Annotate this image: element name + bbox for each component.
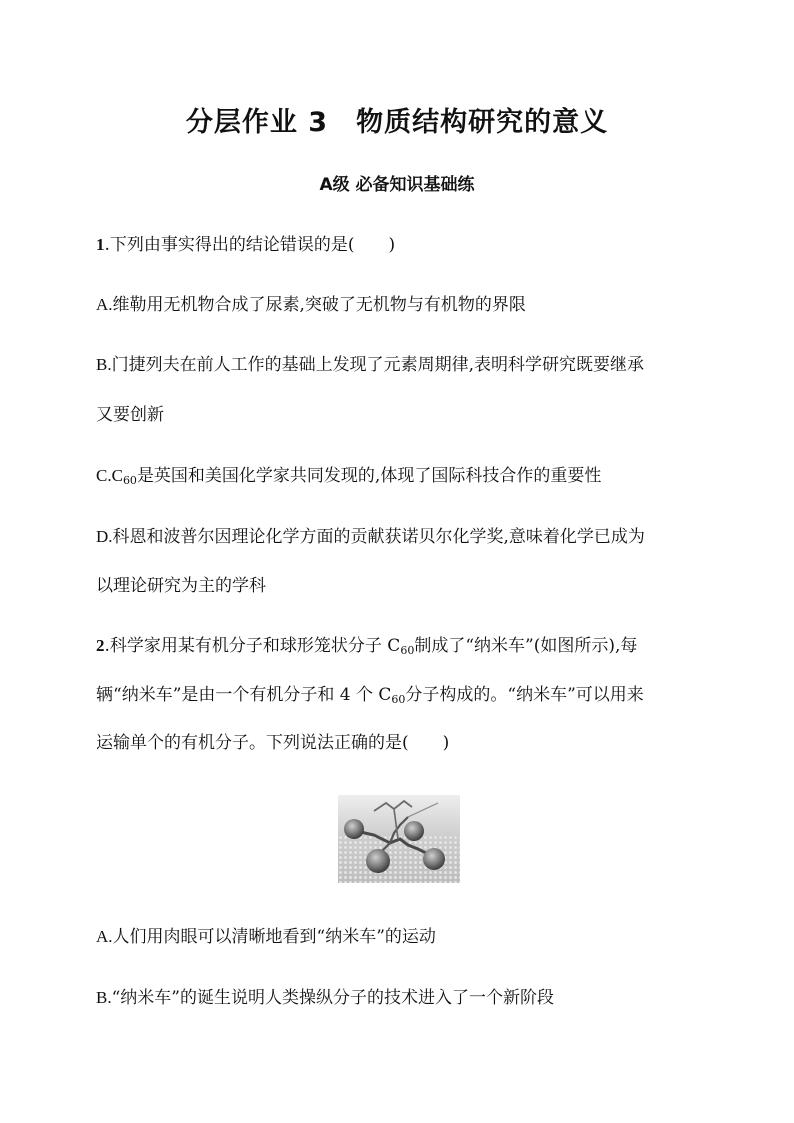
c60-wheel: [344, 819, 364, 839]
c60-wheel: [404, 821, 424, 841]
formula-subscript: 60: [391, 693, 406, 706]
question-1-option-d-continued: 以理论研究为主的学科: [96, 576, 266, 596]
option-label: A.: [96, 295, 113, 314]
question-2-option-a: [96, 926, 436, 948]
page-title: 分层作业 3 物质结构研究的意义: [185, 107, 609, 138]
question-2-stem-line-2: 辆“纳米车”是由一个有机分子和 4 个 $C_{60}$分子构成的。“纳米车”可以用来: [96, 685, 644, 706]
option-label: C.: [96, 466, 112, 485]
option-text: 科恩和波普尔因理论化学方面的贡献获诺贝尔化学奖,意味着化学已成为: [112, 527, 645, 547]
question-2-stem-line-1: 2.科学家用某有机分子和球形笼状分子 $C_{60}$制成了“纳米车”(如图所示),每: [96, 636, 638, 657]
question-1-number: 1: [96, 235, 105, 254]
formula-subscript: 60: [400, 644, 415, 657]
formula-subscript: 60: [122, 474, 137, 487]
question-2-number: 2: [96, 636, 105, 655]
option-label: A.: [96, 927, 113, 946]
question-1-option-b: [96, 354, 644, 376]
c60-wheel: [366, 849, 390, 873]
option-text: 维勒用无机物合成了尿素,突破了无机物与有机物的界限: [112, 295, 526, 315]
nanocar-figure: [338, 795, 460, 883]
question-1-option-d: [96, 526, 645, 548]
option-text: 人们用肉眼可以清晰地看到“纳米车”的运动: [112, 927, 436, 947]
option-label: B.: [96, 988, 112, 1007]
option-text: 是英国和美国化学家共同发现的,体现了国际科技合作的重要性: [136, 466, 602, 486]
c60-wheel: [423, 848, 445, 870]
section-heading: A级 必备知识基础练: [319, 175, 475, 195]
question-1-option-c: [96, 465, 601, 487]
question-2-option-b: [96, 987, 554, 1009]
question-1-option-a: [96, 294, 526, 316]
option-label: D.: [96, 527, 113, 546]
option-label: B.: [96, 355, 112, 374]
formula-c: C: [111, 466, 123, 485]
question-1-text: .下列由事实得出的结论错误的是( ): [104, 235, 396, 255]
question-1-option-b-continued: 又要创新: [96, 405, 164, 425]
option-text: 门捷列夫在前人工作的基础上发现了元素周期律,表明科学研究既要继承: [111, 355, 644, 375]
question-2-stem-line-3: 运输单个的有机分子。下列说法正确的是( ): [96, 733, 450, 753]
question-1-stem: [96, 234, 395, 256]
option-text: “纳米车”的诞生说明人类操纵分子的技术进入了一个新阶段: [111, 988, 554, 1008]
